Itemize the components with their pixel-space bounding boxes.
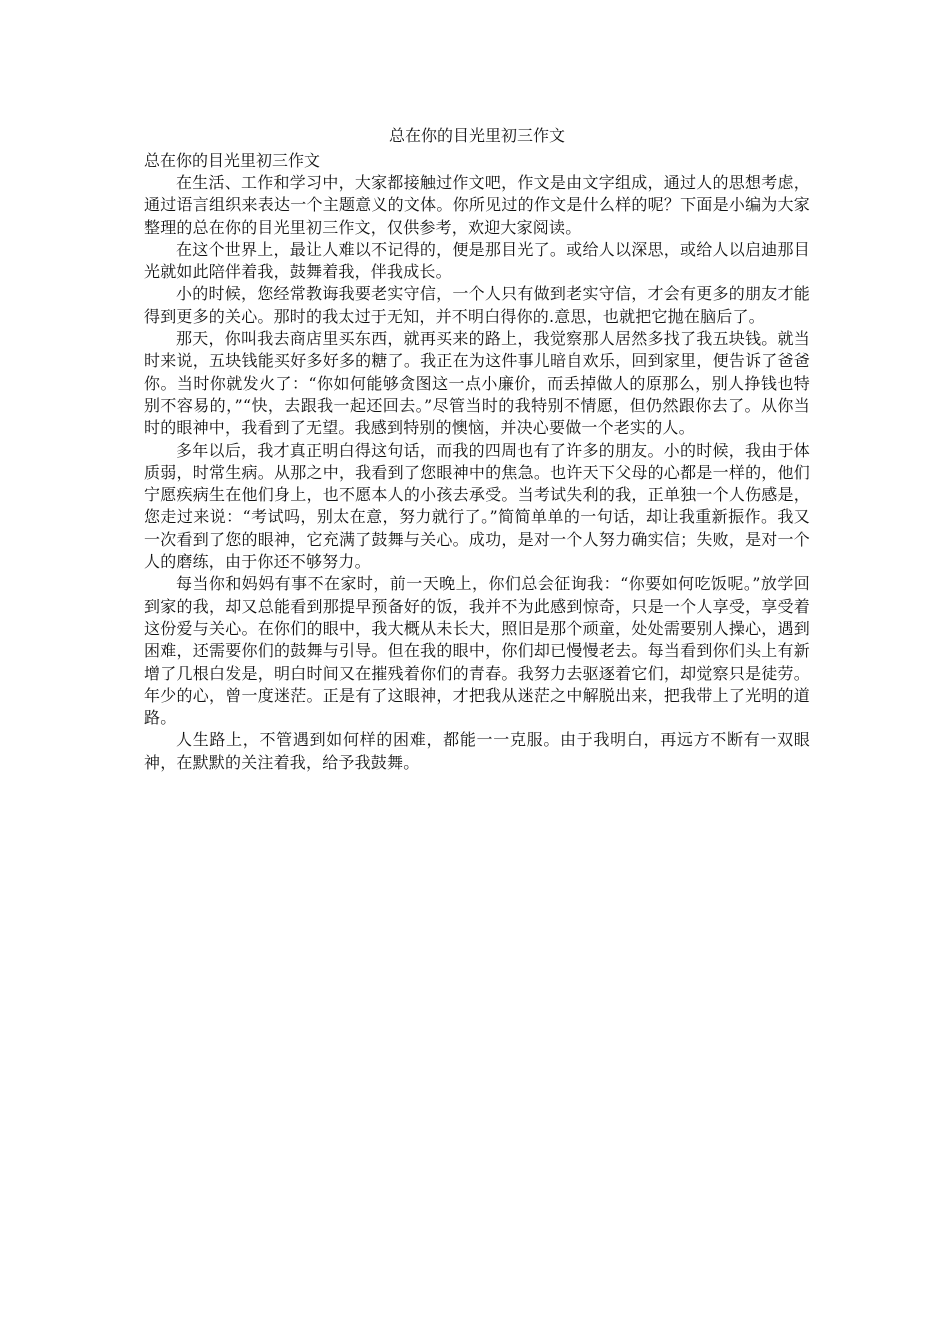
paragraph-parents: 每当你和妈妈有事不在家时，前一天晚上，你们总会征询我：“你要如何吃饭呢。”放学回到家的我，却又总能看到那提早预备好的饭，我并不为此感到惊奇，只是一个人享受，享受着这份爱与关心。在你们的眼中，我大概从未长大，照旧是那个顽童，处处需要别人操心，遇到困难，还需要你们的鼓舞与引导。但在我的眼中，你们却已慢慢老去。每当看到你们头上有新增了几根白发是，明白时间又在摧残着你们的青春。我努力去驱逐着它们，却觉察只是徒劳。年少的心，曾一度迷茫。正是有了这眼神，才把我从迷茫之中解脱出来，把我带上了光明的道路。	[144, 574, 810, 728]
document-page	[144, 124, 810, 774]
document-subtitle: 总在你的目光里初三作文	[144, 151, 321, 170]
paragraph-years-later: 多年以后，我才真正明白得这句话，而我的四周也有了许多的朋友。小的时候，我由于体质弱，时常生病。从那之中，我看到了您眼神中的焦急。也许天下父母的心都是一样的，他们宁愿疾病生在他们身上，也不愿本人的小孩去承受。当考试失利的我，正单独一个人伤感是，您走过来说：“考试吗，别太在意，努力就行了。”简简单单的一句话，却让我重新振作。我又一次看到了您的眼神，它充满了鼓舞与关心。成功，是对一个人努力确实信；失败，是对一个人的磨练，由于你还不够努力。	[144, 440, 810, 572]
paragraph-conclusion: 人生路上，不管遇到如何样的困难，都能一一克服。由于我明白，再远方不断有一双眼神，在默默的关注着我，给予我鼓舞。	[144, 730, 810, 772]
paragraph-store: 那天，你叫我去商店里买东西，就再买来的路上，我觉察那人居然多找了我五块钱。就当时来说，五块钱能买好多好多的糖了。我正在为这件事儿暗自欢乐，回到家里，便告诉了爸爸你。当时你就发火了：“你如何能够贪图这一点小廉价，而丢掉做人的原那么，别人挣钱也特别不容易的，”“快，去跟我一起还回去。”尽管当时的我特别不情愿，但仍然跟你去了。从你当时的眼神中，我看到了无望。我感到特别的懊恼，并决心要做一个老实的人。	[144, 329, 810, 438]
document-title: 总在你的目光里初三作文	[388, 126, 565, 145]
paragraph-intro: 在生活、工作和学习中，大家都接触过作文吧，作文是由文字组成，通过人的思想考虑，通过语言组织来表达一个主题意义的文体。你所见过的作文是什么样的呢？下面是小编为大家整理的总在你的目光里初三作文，仅供参考，欢迎大家阅读。	[144, 173, 810, 237]
paragraph-gaze: 在这个世界上，最让人难以不记得的，便是那目光了。或给人以深思，或给人以启迪那目光就如此陪伴着我，鼓舞着我，伴我成长。	[144, 239, 810, 282]
paragraph-childhood: 小的时候，您经常教诲我要老实守信，一个人只有做到老实守信，才会有更多的朋友才能得到更多的关心。那时的我太过于无知，并不明白得你的.意思，也就把它抛在脑后了。	[144, 284, 810, 326]
